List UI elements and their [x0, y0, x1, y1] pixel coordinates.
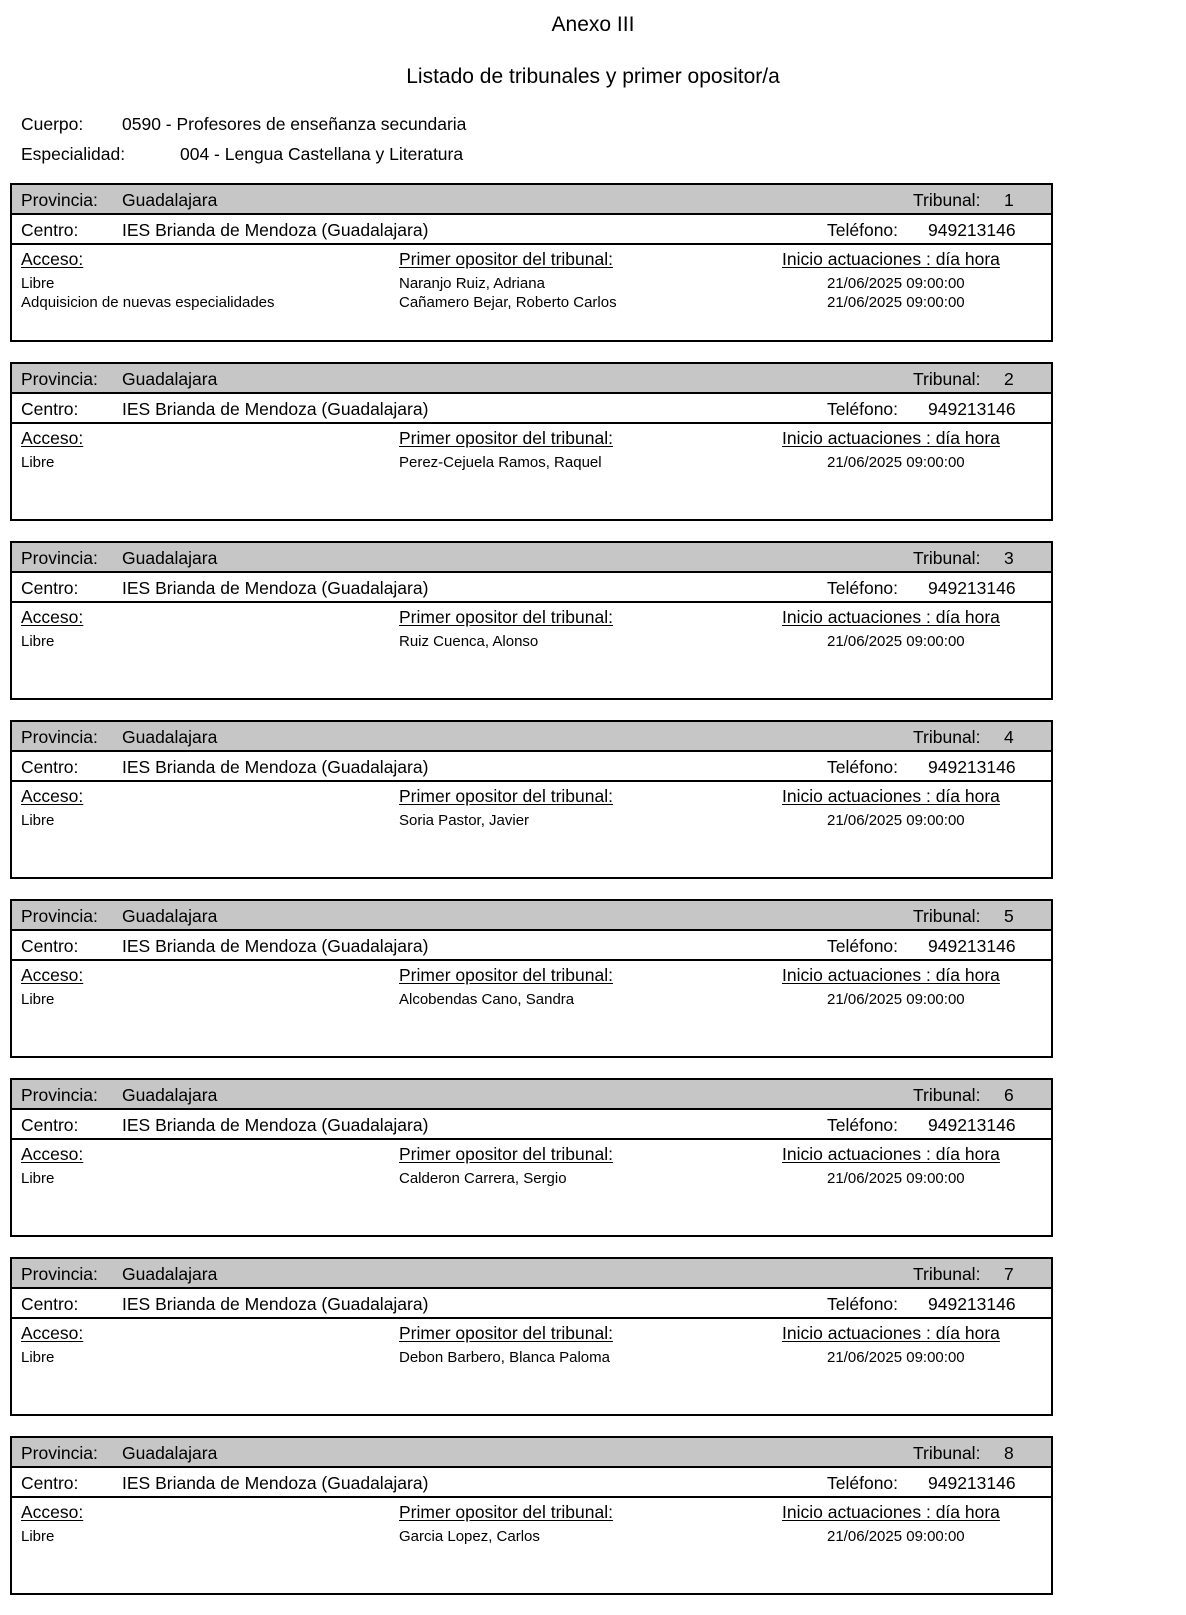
centro-row [12, 1468, 1051, 1498]
tribunal-number: 6 [1004, 1085, 1014, 1105]
acceso-value: Libre [21, 812, 55, 829]
telefono-value: 949213146 [928, 936, 1016, 956]
tribunal-block [10, 183, 1053, 342]
centro-label: Centro: [21, 757, 79, 777]
centro-label: Centro: [21, 399, 79, 419]
provincia-row [12, 1259, 1051, 1289]
telefono-value: 949213146 [928, 1115, 1016, 1135]
centro-value: IES Brianda de Mendoza (Guadalajara) [122, 220, 429, 240]
inicio-actuaciones-header: Inicio actuaciones : día hora [782, 1323, 1000, 1343]
cuerpo-value: 0590 - Profesores de enseñanza secundaria [122, 114, 467, 134]
provincia-value: Guadalajara [122, 1443, 218, 1463]
inicio-actuaciones-header: Inicio actuaciones : día hora [782, 1502, 1000, 1522]
page-title: Anexo III [551, 13, 635, 36]
provincia-row [12, 722, 1051, 752]
primer-opositor-header: Primer opositor del tribunal: [399, 249, 613, 269]
centro-row [12, 752, 1051, 782]
inicio-actuaciones-header: Inicio actuaciones : día hora [782, 786, 1000, 806]
inicio-value: 21/06/2025 09:00:00 [827, 294, 965, 311]
primer-opositor-header: Primer opositor del tribunal: [399, 1144, 613, 1164]
entries-list [12, 1528, 1051, 1547]
opositor-value: Calderon Carrera, Sergio [399, 1170, 567, 1187]
acceso-header: Acceso: [21, 1502, 84, 1522]
acceso-value: Libre [21, 991, 55, 1008]
inicio-value: 21/06/2025 09:00:00 [827, 1170, 965, 1187]
tribunal-number: 3 [1004, 548, 1014, 568]
centro-row [12, 1110, 1051, 1140]
provincia-label: Provincia: [21, 369, 98, 389]
centro-label: Centro: [21, 1115, 79, 1135]
provincia-value: Guadalajara [122, 369, 218, 389]
telefono-label: Teléfono: [827, 936, 899, 956]
list-item [12, 454, 1051, 473]
acceso-header: Acceso: [21, 1144, 84, 1164]
acceso-header: Acceso: [21, 1323, 84, 1343]
telefono-label: Teléfono: [827, 1473, 899, 1493]
inicio-value: 21/06/2025 09:00:00 [827, 454, 965, 471]
centro-value: IES Brianda de Mendoza (Guadalajara) [122, 757, 429, 777]
tribunal-block [10, 899, 1053, 1058]
tribunal-block [10, 1436, 1053, 1595]
list-item [12, 633, 1051, 652]
entries-list [12, 454, 1051, 473]
provincia-label: Provincia: [21, 1264, 98, 1284]
telefono-value: 949213146 [928, 1473, 1016, 1493]
inicio-value: 21/06/2025 09:00:00 [827, 991, 965, 1008]
centro-label: Centro: [21, 1294, 79, 1314]
inicio-value: 21/06/2025 09:00:00 [827, 633, 965, 650]
list-item [12, 1170, 1051, 1189]
inicio-actuaciones-header: Inicio actuaciones : día hora [782, 607, 1000, 627]
centro-value: IES Brianda de Mendoza (Guadalajara) [122, 399, 429, 419]
entries-list [12, 633, 1051, 652]
telefono-value: 949213146 [928, 757, 1016, 777]
tribunal-number: 8 [1004, 1443, 1014, 1463]
page-subtitle: Listado de tribunales y primer opositor/a [406, 65, 780, 88]
primer-opositor-header: Primer opositor del tribunal: [399, 1323, 613, 1343]
tribunal-label: Tribunal: [913, 1264, 981, 1284]
acceso-value: Libre [21, 454, 55, 471]
tribunal-label: Tribunal: [913, 906, 981, 926]
centro-row [12, 931, 1051, 961]
primer-opositor-header: Primer opositor del tribunal: [399, 607, 613, 627]
telefono-value: 949213146 [928, 578, 1016, 598]
acceso-header: Acceso: [21, 249, 84, 269]
entries-list [12, 812, 1051, 831]
centro-row [12, 1289, 1051, 1319]
provincia-value: Guadalajara [122, 1264, 218, 1284]
opositor-value: Debon Barbero, Blanca Paloma [399, 1349, 610, 1366]
telefono-label: Teléfono: [827, 1294, 899, 1314]
acceso-header: Acceso: [21, 607, 84, 627]
list-item [12, 275, 1051, 294]
inicio-value: 21/06/2025 09:00:00 [827, 812, 965, 829]
opositor-value: Cañamero Bejar, Roberto Carlos [399, 294, 617, 311]
provincia-value: Guadalajara [122, 548, 218, 568]
list-item [12, 1528, 1051, 1547]
centro-row [12, 573, 1051, 603]
acceso-value: Libre [21, 1528, 55, 1545]
primer-opositor-header: Primer opositor del tribunal: [399, 428, 613, 448]
acceso-value: Libre [21, 275, 55, 292]
inicio-actuaciones-header: Inicio actuaciones : día hora [782, 1144, 1000, 1164]
list-item [12, 1349, 1051, 1368]
tribunal-block [10, 1257, 1053, 1416]
tribunal-label: Tribunal: [913, 727, 981, 747]
primer-opositor-header: Primer opositor del tribunal: [399, 965, 613, 985]
entries-list [12, 275, 1051, 313]
opositor-value: Perez-Cejuela Ramos, Raquel [399, 454, 602, 471]
provincia-row [12, 901, 1051, 931]
list-item [12, 812, 1051, 831]
provincia-label: Provincia: [21, 1085, 98, 1105]
telefono-label: Teléfono: [827, 1115, 899, 1135]
especialidad-value: 004 - Lengua Castellana y Literatura [180, 144, 464, 164]
tribunal-number: 7 [1004, 1264, 1014, 1284]
provincia-label: Provincia: [21, 906, 98, 926]
centro-value: IES Brianda de Mendoza (Guadalajara) [122, 936, 429, 956]
provincia-row [12, 1438, 1051, 1468]
telefono-value: 949213146 [928, 399, 1016, 419]
tribunal-number: 1 [1004, 190, 1014, 210]
inicio-actuaciones-header: Inicio actuaciones : día hora [782, 428, 1000, 448]
telefono-label: Teléfono: [827, 220, 899, 240]
inicio-value: 21/06/2025 09:00:00 [827, 1349, 965, 1366]
tribunal-number: 4 [1004, 727, 1014, 747]
inicio-actuaciones-header: Inicio actuaciones : día hora [782, 965, 1000, 985]
telefono-label: Teléfono: [827, 578, 899, 598]
inicio-value: 21/06/2025 09:00:00 [827, 1528, 965, 1545]
provincia-value: Guadalajara [122, 727, 218, 747]
tribunal-block [10, 362, 1053, 521]
tribunal-label: Tribunal: [913, 548, 981, 568]
tribunales-list [10, 183, 1053, 1615]
list-item [12, 991, 1051, 1010]
tribunal-number: 2 [1004, 369, 1014, 389]
especialidad-label: Especialidad: [21, 144, 126, 164]
tribunal-number: 5 [1004, 906, 1014, 926]
provincia-label: Provincia: [21, 727, 98, 747]
opositor-value: Garcia Lopez, Carlos [399, 1528, 540, 1545]
centro-value: IES Brianda de Mendoza (Guadalajara) [122, 1294, 429, 1314]
provincia-row [12, 185, 1051, 215]
tribunal-label: Tribunal: [913, 1443, 981, 1463]
provincia-row [12, 1080, 1051, 1110]
telefono-value: 949213146 [928, 1294, 1016, 1314]
acceso-header: Acceso: [21, 965, 84, 985]
opositor-value: Alcobendas Cano, Sandra [399, 991, 575, 1008]
acceso-value: Adquisicion de nuevas especialidades [21, 294, 275, 311]
provincia-value: Guadalajara [122, 190, 218, 210]
provincia-label: Provincia: [21, 1443, 98, 1463]
entries-list [12, 1170, 1051, 1189]
entries-list [12, 1349, 1051, 1368]
telefono-value: 949213146 [928, 220, 1016, 240]
acceso-header: Acceso: [21, 786, 84, 806]
provincia-row [12, 364, 1051, 394]
opositor-value: Naranjo Ruiz, Adriana [399, 275, 545, 292]
centro-row [12, 215, 1051, 245]
centro-row [12, 394, 1051, 424]
centro-label: Centro: [21, 220, 79, 240]
acceso-value: Libre [21, 633, 55, 650]
acceso-value: Libre [21, 1170, 55, 1187]
centro-value: IES Brianda de Mendoza (Guadalajara) [122, 578, 429, 598]
primer-opositor-header: Primer opositor del tribunal: [399, 786, 613, 806]
tribunal-label: Tribunal: [913, 1085, 981, 1105]
tribunal-label: Tribunal: [913, 369, 981, 389]
tribunal-block [10, 1078, 1053, 1237]
provincia-value: Guadalajara [122, 1085, 218, 1105]
centro-label: Centro: [21, 1473, 79, 1493]
tribunal-block [10, 720, 1053, 879]
entries-list [12, 991, 1051, 1010]
especialidad-row [21, 144, 463, 165]
centro-label: Centro: [21, 936, 79, 956]
provincia-value: Guadalajara [122, 906, 218, 926]
cuerpo-label: Cuerpo: [21, 114, 84, 134]
centro-label: Centro: [21, 578, 79, 598]
telefono-label: Teléfono: [827, 399, 899, 419]
cuerpo-row [21, 114, 466, 135]
telefono-label: Teléfono: [827, 757, 899, 777]
tribunal-label: Tribunal: [913, 190, 981, 210]
list-item [12, 294, 1051, 313]
provincia-label: Provincia: [21, 190, 98, 210]
opositor-value: Soria Pastor, Javier [399, 812, 530, 829]
provincia-label: Provincia: [21, 548, 98, 568]
primer-opositor-header: Primer opositor del tribunal: [399, 1502, 613, 1522]
tribunal-block [10, 541, 1053, 700]
centro-value: IES Brianda de Mendoza (Guadalajara) [122, 1115, 429, 1135]
acceso-header: Acceso: [21, 428, 84, 448]
inicio-value: 21/06/2025 09:00:00 [827, 275, 965, 292]
centro-value: IES Brianda de Mendoza (Guadalajara) [122, 1473, 429, 1493]
inicio-actuaciones-header: Inicio actuaciones : día hora [782, 249, 1000, 269]
opositor-value: Ruiz Cuenca, Alonso [399, 633, 539, 650]
acceso-value: Libre [21, 1349, 55, 1366]
provincia-row [12, 543, 1051, 573]
